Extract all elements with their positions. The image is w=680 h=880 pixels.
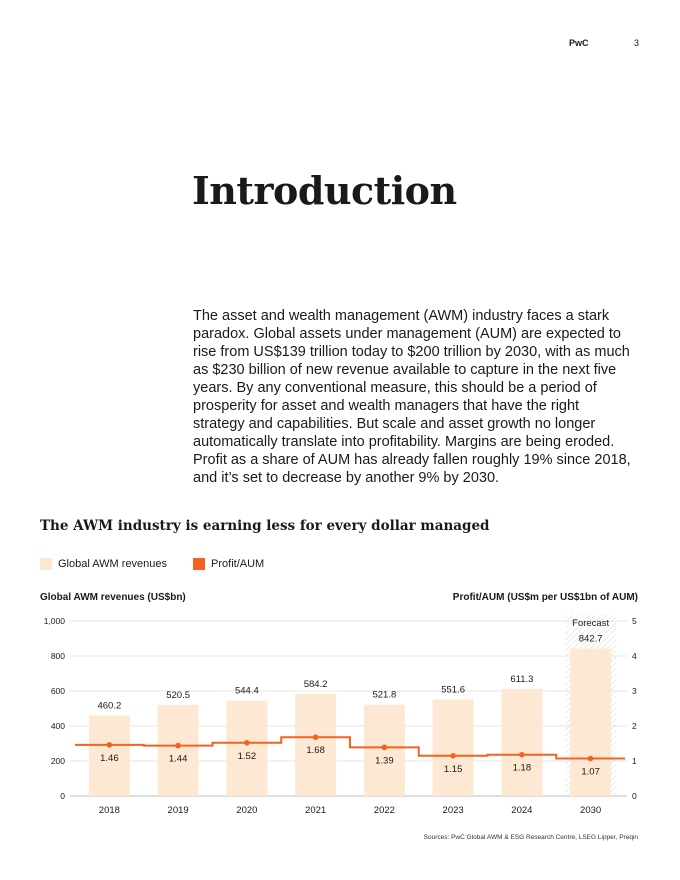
y-left-tick-label: 600	[50, 686, 65, 696]
y-right-tick-label: 2	[632, 721, 637, 731]
revenue-bar	[158, 705, 199, 796]
legend-item-profit	[193, 558, 264, 570]
profit-aum-label: 1.46	[100, 752, 119, 764]
y-left-tick-label: 1,000	[43, 616, 65, 626]
profit-aum-label: 1.07	[581, 766, 600, 778]
revenue-bar-label: 521.8	[372, 689, 397, 701]
x-tick-label: 2018	[98, 805, 120, 816]
x-tick-label: 2019	[167, 805, 189, 816]
y-right-tick-label: 5	[632, 616, 637, 626]
revenue-bar	[433, 699, 474, 796]
y-right-tick-label: 3	[632, 686, 637, 696]
y-left-tick-label: 800	[50, 651, 65, 661]
intro-paragraph: The asset and wealth management (AWM) industry faces a stark paradox. Global assets under management (AUM) are expected to rise from US$139 trillion today to $200 trillion by 2030, with as much as $230 billion of new revenue available to capture in the next five years. By any conventional measure, this should be a period of prosperity for asset and wealth managers that have the right strategy and capabilities. But scale and asset growth no longer automatically translate into profitability. Margins are being eroded. Profit as a share of AUM has already fallen roughly 19% since 2018, and it’s set to decrease by another 9% by 2030.	[193, 308, 631, 486]
y-left-tick-label: 0	[60, 791, 65, 801]
revenue-bar-label: 584.2	[303, 678, 328, 690]
profit-aum-point	[244, 740, 250, 746]
y-right-axis-title: Profit/AUM (US$m per US$1bn of AUM)	[452, 592, 638, 603]
page-number: 3	[634, 38, 640, 48]
profit-aum-point	[107, 742, 113, 748]
revenue-bar	[226, 701, 267, 796]
legend-swatch-revenues	[40, 558, 52, 570]
profit-aum-point	[313, 734, 319, 740]
x-tick-label: 2021	[305, 805, 327, 816]
legend-label-revenues: Global AWM revenues	[58, 558, 168, 570]
y-left-tick-label: 200	[50, 756, 65, 766]
revenue-bar	[501, 689, 542, 796]
profit-aum-label: 1.15	[443, 763, 463, 775]
x-tick-label: 2022	[373, 805, 395, 816]
revenue-bar-label: 460.2	[97, 700, 122, 712]
legend-swatch-profit	[193, 558, 205, 570]
profit-aum-label: 1.68	[306, 745, 325, 757]
legend-label-profit: Profit/AUM	[211, 558, 265, 570]
x-tick-label: 2020	[236, 805, 258, 816]
x-tick-label: 2030	[580, 805, 602, 816]
profit-aum-line	[75, 737, 625, 758]
profit-aum-point	[450, 753, 456, 759]
profit-aum-point	[588, 756, 594, 762]
y-left-axis-title: Global AWM revenues (US$bn)	[40, 592, 186, 603]
revenue-bar-label: 544.4	[234, 685, 259, 697]
profit-aum-label: 1.44	[168, 753, 188, 765]
revenue-bar-label: 842.7	[578, 633, 603, 645]
revenue-bar-label: 611.3	[510, 674, 534, 686]
y-left-tick-label: 400	[50, 721, 65, 731]
combo-chart	[0, 605, 680, 825]
y-right-tick-label: 1	[632, 756, 637, 766]
y-right-tick-label: 4	[632, 651, 637, 661]
profit-aum-point	[175, 743, 181, 749]
revenue-bar-label: 551.6	[441, 684, 466, 696]
x-tick-label: 2024	[511, 805, 533, 816]
x-tick-label: 2023	[442, 805, 464, 816]
profit-aum-point	[519, 752, 525, 758]
profit-aum-label: 1.39	[375, 755, 394, 767]
profit-aum-label: 1.52	[237, 750, 257, 762]
source-note: Sources: PwC Global AWM & ESG Research Centre, LSEG Lipper, Preqin	[423, 834, 638, 841]
chart-title: The AWM industry is earning less for every dollar managed	[40, 518, 490, 534]
revenue-bar	[364, 705, 405, 796]
chart-legend	[40, 558, 290, 570]
profit-aum-point	[382, 745, 388, 751]
revenue-bar-label: 520.5	[166, 689, 191, 701]
y-right-tick-label: 0	[632, 791, 637, 801]
forecast-label: Forecast	[572, 618, 610, 629]
brand-label: PwC	[569, 38, 589, 48]
profit-aum-label: 1.18	[512, 762, 532, 774]
legend-item-revenues	[40, 558, 167, 570]
page-title: Introduction	[192, 168, 457, 213]
